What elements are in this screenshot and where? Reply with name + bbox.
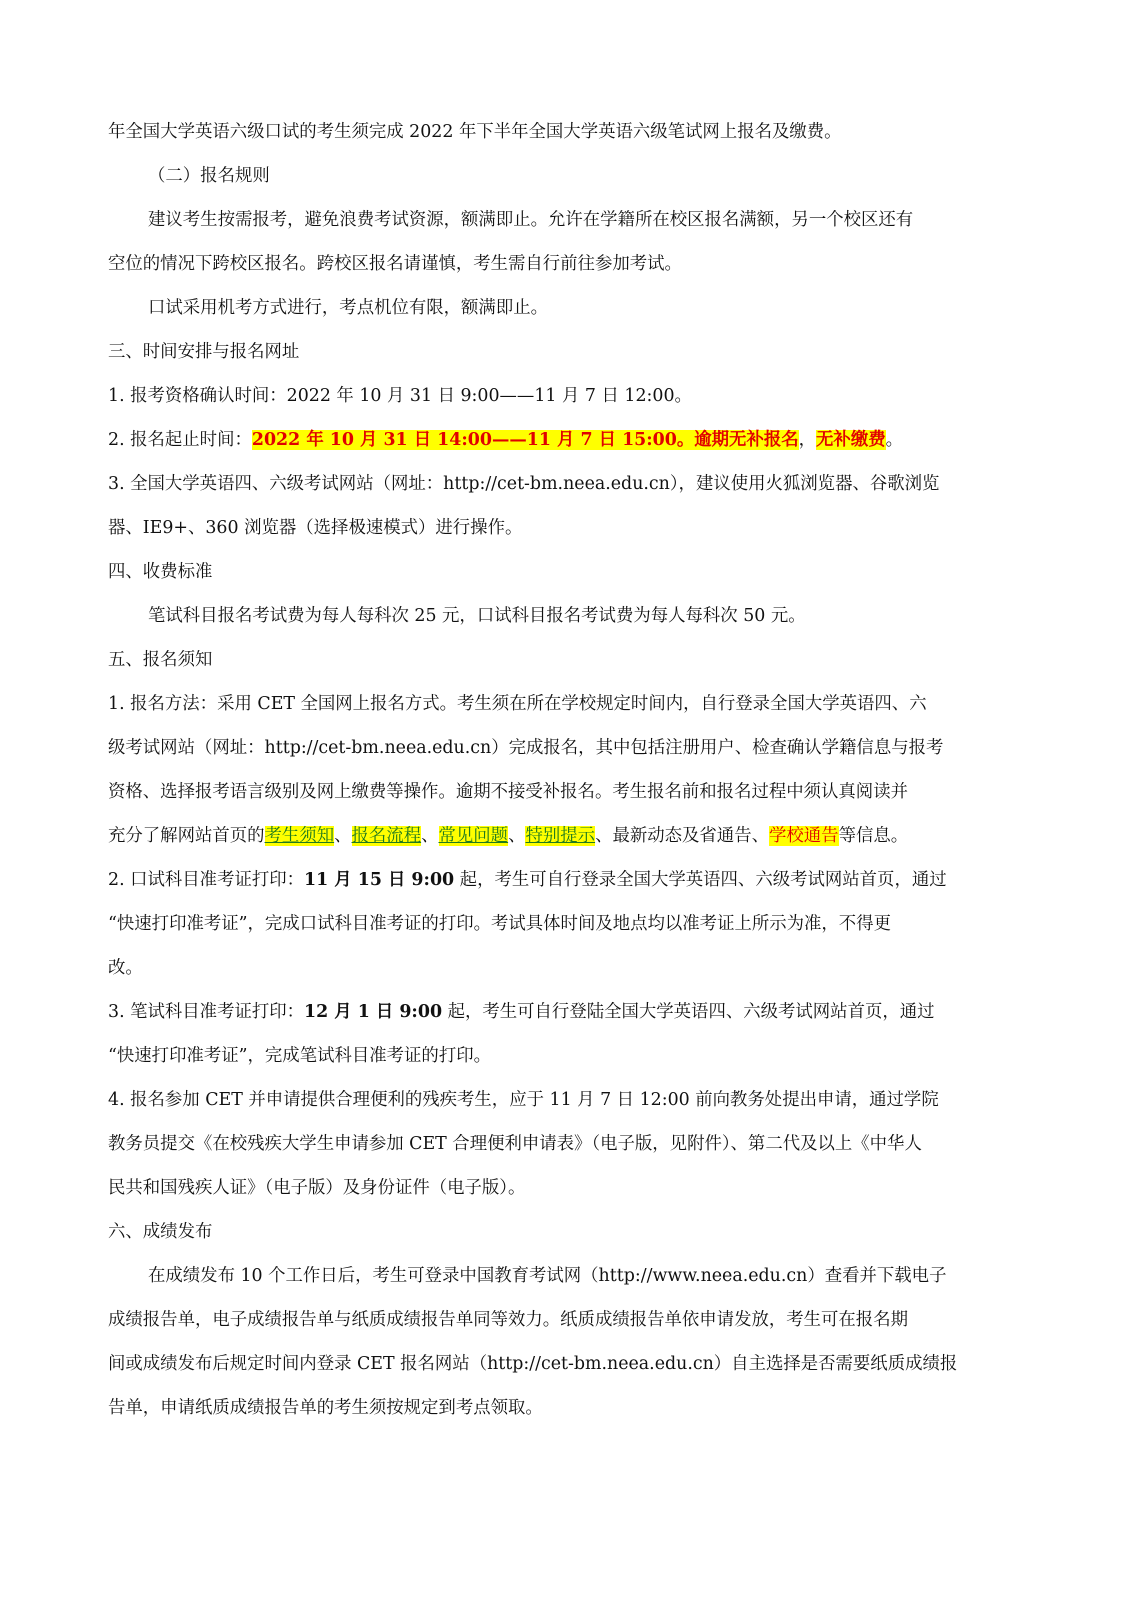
paragraph-line: 建议考生按需报考，避免浪费考试资源，额满即止。允许在学籍所在校区报名满额，另一个校区还有 <box>148 210 914 230</box>
text-run: ， <box>798 430 817 450</box>
paragraph-line: 1. 报名方法：采用 CET 全国网上报名方式。考生须在所在学校规定时间内，自行登录全国大学英语四、六 <box>108 694 927 714</box>
bold-date: 11 月 15 日 9:00 <box>304 870 455 890</box>
paragraph-line <box>108 990 1028 1034</box>
bold-date: 12 月 1 日 9:00 <box>304 1002 443 1022</box>
paragraph-line-with-links <box>108 814 1028 858</box>
highlighted-school-notice: 学校通告 <box>768 826 839 846</box>
paragraph-line: 笔试科目报名考试费为每人每科次 25 元，口试科目报名考试费为每人每科次 50 元。 <box>148 606 806 626</box>
document-body <box>108 110 1028 1430</box>
paragraph-line: 改。 <box>108 958 143 978</box>
text-run: 、 <box>508 826 526 846</box>
section-heading-fees: 四、收费标准 <box>108 562 213 582</box>
text-run: 2. 报名起止时间： <box>108 430 252 450</box>
text-run: 2. 口试科目准考证打印： <box>108 870 305 890</box>
paragraph-line: 告单，申请纸质成绩报告单的考生须按规定到考点领取。 <box>108 1398 543 1418</box>
text-run: 、最新动态及省通告、 <box>595 826 769 846</box>
section-heading-registration-notice: 五、报名须知 <box>108 650 213 670</box>
paragraph-line: 教务员提交《在校残疾大学生申请参加 CET 合理便利申请表》（电子版，见附件）、第二代及以上《中华人 <box>108 1134 922 1154</box>
paragraph-line: 1. 报考资格确认时间：2022 年 10 月 31 日 9:00——11 月 7 日 12:00。 <box>108 386 692 406</box>
link-registration-process[interactable]: 报名流程 <box>351 826 422 846</box>
section-heading-schedule: 三、时间安排与报名网址 <box>108 342 300 362</box>
paragraph-line: 级考试网站（网址：http://cet-bm.neea.edu.cn）完成报名，其中包括注册用户、检查确认学籍信息与报考 <box>108 738 944 758</box>
section-heading-score-release: 六、成绩发布 <box>108 1222 213 1242</box>
text-run: 。 <box>885 430 904 450</box>
text-run: 起，考生可自行登录全国大学英语四、六级考试网站首页，通过 <box>454 870 947 890</box>
text-run: 等信息。 <box>838 826 909 846</box>
paragraph-line: “快速打印准考证”，完成口试科目准考证的打印。考试具体时间及地点均以准考证上所示为准，不得更 <box>108 914 891 934</box>
highlighted-no-late-payment: 无补缴费 <box>816 430 886 450</box>
text-run: 起，考生可自行登陆全国大学英语四、六级考试网站首页，通过 <box>442 1002 935 1022</box>
link-faq[interactable]: 常见问题 <box>438 826 509 846</box>
paragraph-line: 在成绩发布 10 个工作日后，考生可登录中国教育考试网（http://www.neea.edu.cn）查看并下载电子 <box>148 1266 947 1286</box>
link-special-tips[interactable]: 特别提示 <box>525 826 596 846</box>
paragraph-line: 间或成绩发布后规定时间内登录 CET 报名网站（http://cet-bm.neea.edu.cn）自主选择是否需要纸质成绩报 <box>108 1354 958 1374</box>
text-run: 3. 笔试科目准考证打印： <box>108 1002 305 1022</box>
paragraph-line: 器、IE9+、360 浏览器（选择极速模式）进行操作。 <box>108 518 523 538</box>
paragraph-line: “快速打印准考证”，完成笔试科目准考证的打印。 <box>108 1046 491 1066</box>
paragraph-line: 成绩报告单，电子成绩报告单与纸质成绩报告单同等效力。纸质成绩报告单依申请发放，考生可在报名期 <box>108 1310 908 1330</box>
text-run: 、 <box>421 826 439 846</box>
paragraph-line: 年全国大学英语六级口试的考生须完成 2022 年下半年全国大学英语六级笔试网上报名及缴费。 <box>108 122 842 142</box>
registration-period-line <box>108 418 1028 462</box>
paragraph-line: 口试采用机考方式进行，考点机位有限，额满即止。 <box>148 298 548 318</box>
section-subheading-registration-rules: （二）报名规则 <box>148 166 270 186</box>
paragraph-line: 民共和国残疾人证》（电子版）及身份证件（电子版）。 <box>108 1178 526 1198</box>
text-run: 充分了解网站首页的 <box>108 826 265 846</box>
highlighted-deadline: 2022 年 10 月 31 日 14:00——11 月 7 日 15:00。逾期无补报名 <box>251 430 799 450</box>
paragraph-line: 空位的情况下跨校区报名。跨校区报名请谨慎，考生需自行前往参加考试。 <box>108 254 682 274</box>
paragraph-line: 3. 全国大学英语四、六级考试网站（网址：http://cet-bm.neea.edu.cn），建议使用火狐浏览器、谷歌浏览 <box>108 474 940 494</box>
text-run: 、 <box>334 826 352 846</box>
paragraph-line <box>108 858 1028 902</box>
paragraph-line: 资格、选择报考语言级别及网上缴费等操作。逾期不接受补报名。考生报名前和报名过程中须认真阅读并 <box>108 782 908 802</box>
paragraph-line: 4. 报名参加 CET 并申请提供合理便利的残疾考生，应于 11 月 7 日 12:00 前向教务处提出申请，通过学院 <box>108 1090 939 1110</box>
link-candidate-notice[interactable]: 考生须知 <box>264 826 335 846</box>
